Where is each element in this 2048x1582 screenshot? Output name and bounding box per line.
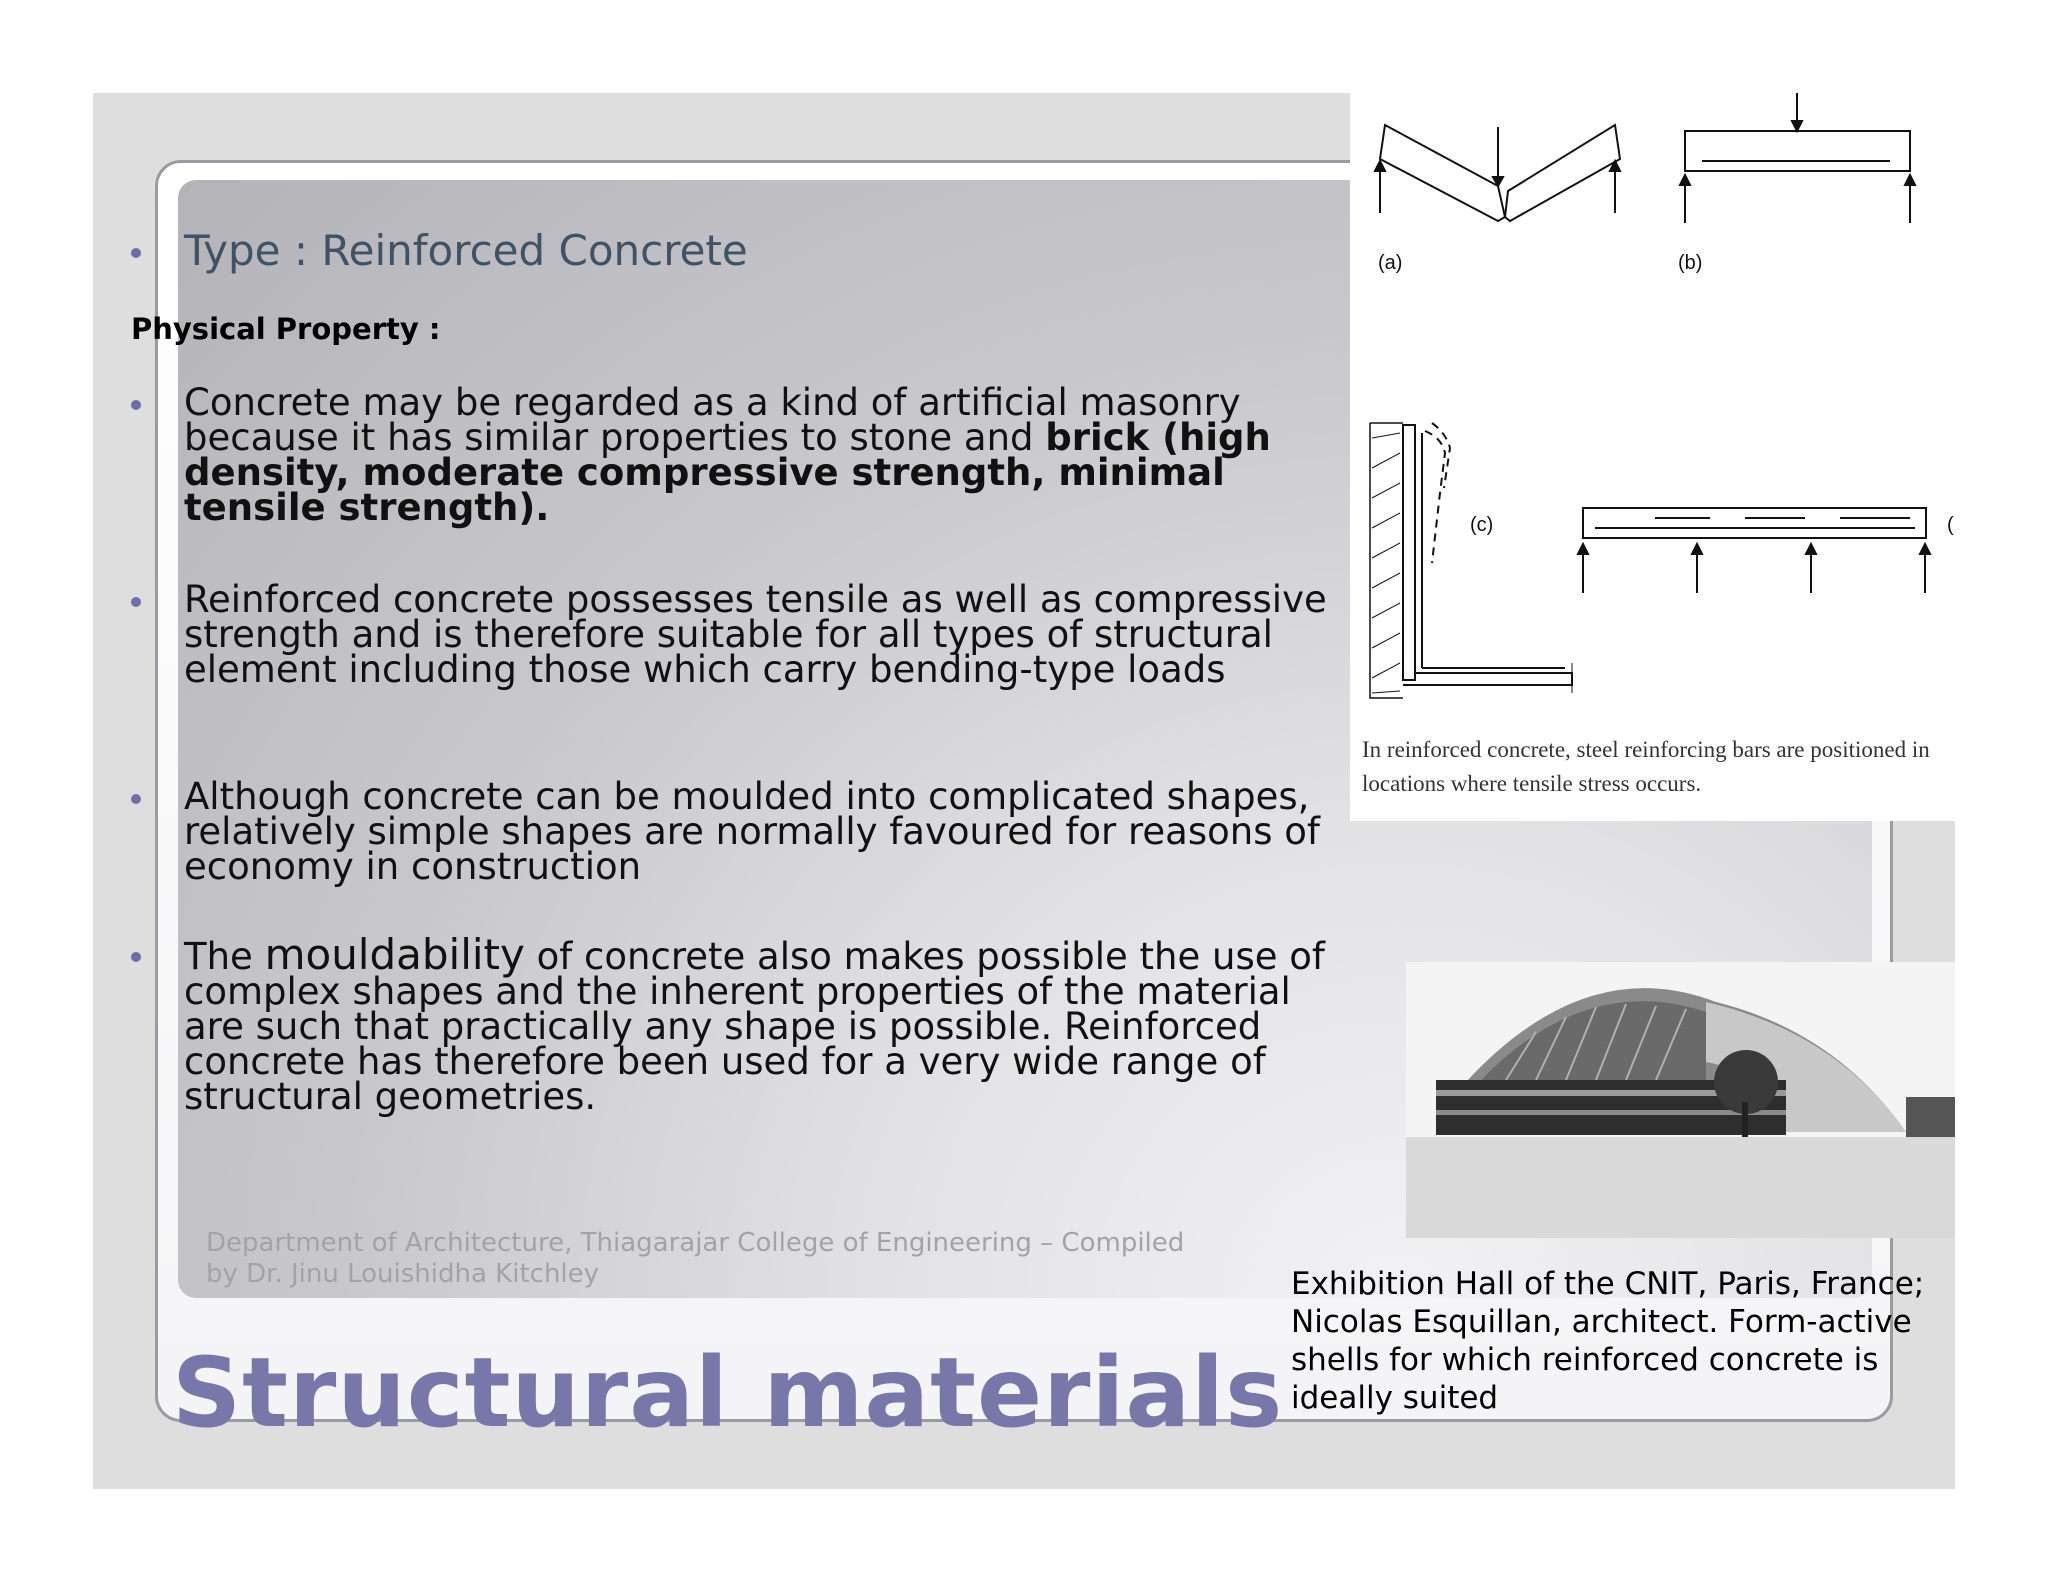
reinforcement-diagram [1350,93,1955,821]
photo-caption: Exhibition Hall of the CNIT, Paris, France; Nicolas Esquillan, architect. Form-active shells for which reinforced concrete is ideally suited [1291,1266,1925,1416]
footer-credit: Department of Architecture, Thiagarajar College of Engineering – Compiled by Dr. Jinu Louishidha Kitchley [206,1228,1185,1289]
emphasis-word: mouldability [264,930,525,979]
bullet-dot [131,952,141,962]
bullet-artificial-masonry [184,381,1354,529]
bullet-moulded-shapes: Although concrete can be moulded into complicated shapes, relatively simple shapes are normally favoured for reasons of economy in construction [184,775,1320,888]
bullet-bold-text: brick (high density, moderate compressive strength, minimal tensile strength). [184,416,1271,529]
diagram-caption: In reinforced concrete, steel reinforcing bars are positioned in locations where tensile stress occurs. [1362,737,1930,796]
bullet-text: of concrete also makes possible the use of complex shapes and the inherent properties of the material are such that practically any shape is possible. Reinforced concrete has therefore been used for a very wide range of structural geometries. [184,935,1325,1118]
bullet-mouldability [184,930,1354,1118]
type-heading: Type : Reinforced Concrete [184,226,748,275]
bullet-dot [131,794,141,804]
cnit-exhibition-hall-photo [1406,962,1955,1238]
bullet-dot [131,597,141,607]
diagram-label-d: ( [1947,514,1954,536]
bullet-dot [131,400,141,410]
physical-property-label: Physical Property : [131,312,441,346]
slide-title: Structural materials [172,1337,1284,1449]
bullet-tensile-compressive: Reinforced concrete possesses tensile as well as compressive strength and is therefore suitable for all types of structural element including those which carry bending-type loads [184,578,1327,691]
bullet-text: The [184,935,265,978]
diagram-label-b: (b) [1678,252,1703,274]
bullet-text: Concrete may be regarded as a kind of artificial masonry because it has similar properties to stone and [184,381,1241,459]
diagram-label-a: (a) [1378,252,1403,274]
diagram-label-c: (c) [1470,514,1494,536]
photo-drawing [1406,962,1955,1238]
diagram-drawing [1350,93,1955,821]
bullet-dot [131,248,141,258]
